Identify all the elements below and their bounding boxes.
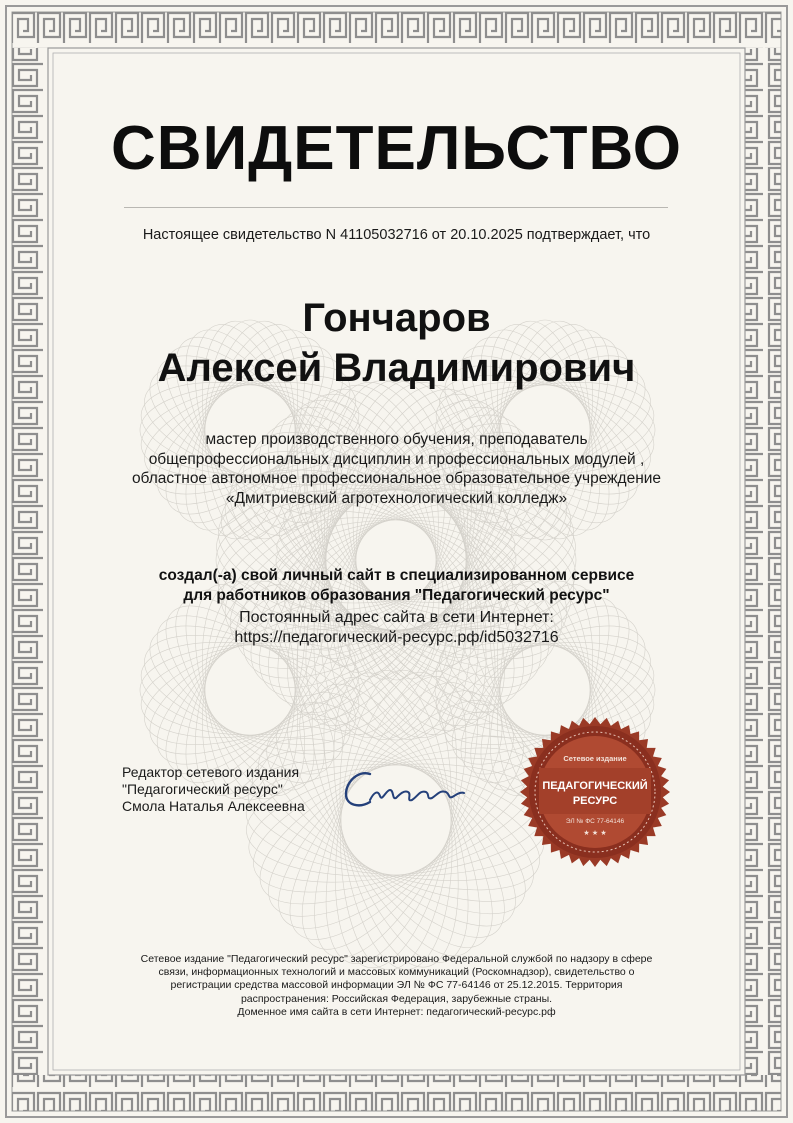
editor-name: Смола Наталья Алексеевна xyxy=(122,798,305,814)
editor-signature xyxy=(340,760,470,820)
recipient-given-names: Алексей Владимирович xyxy=(157,346,636,390)
recipient-name xyxy=(0,293,793,393)
position-line: «Дмитриевский агротехнологический колледж» xyxy=(225,489,568,507)
seal-main-line1: ПЕДАГОГИЧЕСКИЙ xyxy=(542,780,648,792)
achievement-line: для работников образования "Педагогический ресурс" xyxy=(183,586,610,604)
footer-legal-text xyxy=(118,953,675,1019)
footer-line: Доменное имя сайта в сети Интернет: педагогический-ресурс.рф xyxy=(237,1005,556,1018)
seal-top-text: Сетевое издание xyxy=(563,754,627,763)
footer-line: Сетевое издание "Педагогический ресурс" зарегистрировано Федеральной службой по надзору в сфере xyxy=(140,953,653,965)
recipient-surname: Гончаров xyxy=(302,296,491,340)
site-address-url: https://педагогический-ресурс.рф/id5032716 xyxy=(234,629,559,646)
seal-stars: ★ ★ ★ xyxy=(583,829,607,837)
editor-title: Редактор сетевого издания xyxy=(122,764,300,780)
editor-block xyxy=(122,764,352,815)
position-line: общепрофессиональных дисциплин и профессиональных модулей , xyxy=(148,450,645,468)
editor-publication: "Педагогический ресурс" xyxy=(122,781,283,797)
site-address xyxy=(100,608,693,648)
footer-line: распространения: Российская Федерация, зарубежные страны. xyxy=(240,992,553,1005)
footer-line: связи, информационных технологий и массовых коммуникаций (Роскомнадзор), свидетельство о xyxy=(158,966,635,979)
footer-line: регистрации средства массовой информации ЭЛ № ФС 77-64146 от 25.12.2015. Территория xyxy=(170,979,623,992)
seal-registration: ЭЛ № ФС 77-64146 xyxy=(565,818,625,825)
site-address-label: Постоянный адрес сайта в сети Интернет: xyxy=(239,609,554,626)
publication-seal xyxy=(519,716,671,868)
achievement-line: создал(-а) свой личный сайт в специализированном сервисе xyxy=(158,567,635,584)
position-line: областное автономное профессиональное образовательное учреждение xyxy=(131,470,662,487)
position-line: мастер производственного обучения, преподаватель xyxy=(205,431,588,448)
title-divider xyxy=(124,207,668,208)
achievement-statement xyxy=(100,566,693,605)
recipient-position xyxy=(100,430,693,508)
seal-main-line2: РЕСУРС xyxy=(572,795,618,807)
certificate-number-line: Настоящее свидетельство N 41105032716 от 20.10.2025 подтверждает, что xyxy=(142,227,651,243)
document-title: СВИДЕТЕЛЬСТВО xyxy=(111,114,682,183)
